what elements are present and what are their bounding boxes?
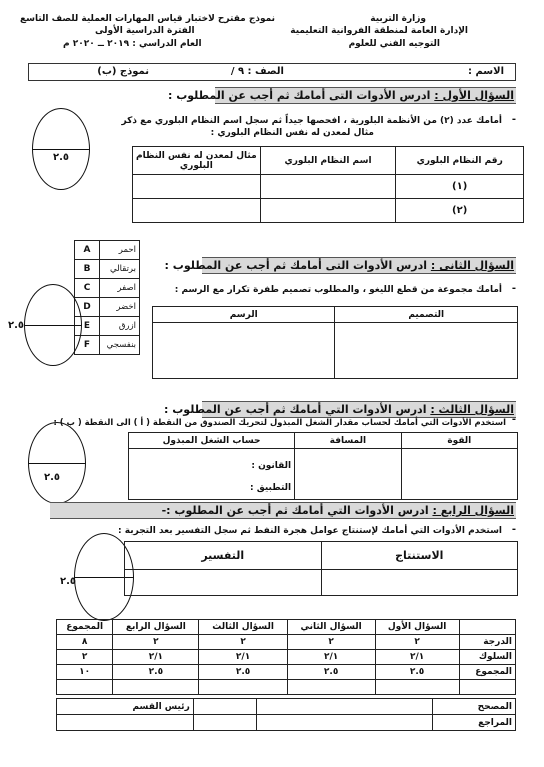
q3-instruction: ادرس الأدوات التي أمامك ثم أجب عن المطلوب :: [164, 403, 427, 416]
color-row: [75, 317, 140, 336]
scores-empty-cell[interactable]: [113, 680, 199, 695]
color-legend: [74, 240, 140, 355]
q2-drawing-cell[interactable]: [153, 323, 335, 379]
q3-table: [128, 432, 518, 500]
q4-title: السؤال الرابع :: [432, 504, 514, 517]
color-name: ازرق: [100, 317, 140, 336]
scores-cell: ١٠: [57, 665, 113, 680]
scores-row: [57, 665, 516, 680]
color-letter: F: [75, 336, 100, 355]
period: الفترة الدراسية الأولى: [95, 26, 195, 36]
q1-instruction: ادرس الأدوات التى أمامك ثم أجب عن المطلوب :: [167, 89, 431, 102]
q1-grade: ٢.٥: [52, 152, 69, 163]
corrector-sign[interactable]: [193, 699, 256, 715]
q4-table: [124, 541, 518, 596]
q4-explanation-cell[interactable]: [125, 570, 322, 596]
scores-header: السؤال الرابع: [113, 620, 199, 635]
q4-instruction: ادرس الأدوات التي أمامك ثم أجب عن المطلوب :-: [161, 504, 429, 517]
q1-col-name: اسم النظام البلوري: [260, 147, 396, 175]
q2-instruction: ادرس الأدوات التى أمامك ثم أجب عن المطلوب :: [164, 259, 427, 272]
q3-text: استخدم الأدوات التي أمامك لحساب مقدار الشغل المبذول لتحريك الصندوق من النقطة ( أ ) الى النقطة ( ب ) :: [53, 417, 506, 427]
q3-force-cell[interactable]: [401, 449, 517, 500]
reviewer-sign[interactable]: [193, 715, 256, 731]
scores-cell: ٢.٥: [375, 665, 459, 680]
color-name: بنفسجي: [100, 336, 140, 355]
scores-cell: ٢: [287, 635, 375, 650]
scores-cell: ٢/١: [199, 650, 287, 665]
q4-grade: ٢.٥: [60, 576, 77, 587]
scores-row-label: الدرجة: [459, 635, 515, 650]
scores-table: [56, 619, 516, 695]
color-letter: B: [75, 260, 100, 279]
scores-cell: ٢: [199, 635, 287, 650]
q1-col-example: مثال لمعدن له نفس النظام البلوري: [133, 147, 261, 175]
color-row: [75, 336, 140, 355]
q1-text-line2: مثال لمعدن له نفس النظام البلوري :: [210, 128, 374, 138]
scores-empty-cell[interactable]: [57, 680, 113, 695]
bullet: -: [511, 283, 516, 294]
color-letter: E: [75, 317, 100, 336]
scores-cell: ٢: [375, 635, 459, 650]
q1-grade-oval: [32, 108, 90, 190]
q3-apply: التطبيق :: [250, 483, 292, 493]
scores-row: [57, 635, 516, 650]
q2-header: [164, 257, 516, 274]
scores-empty-cell[interactable]: [459, 680, 515, 695]
corrector-cell[interactable]: [256, 699, 433, 715]
scores-empty-cell[interactable]: [199, 680, 287, 695]
guidance: التوجيه الفني للعلوم: [348, 39, 440, 49]
q2-grade: ٢.٥: [8, 320, 25, 331]
q1-row1-example[interactable]: [133, 175, 261, 199]
head-sign[interactable]: [57, 715, 194, 731]
q4-header: [50, 502, 516, 519]
q1-row2-name[interactable]: [260, 199, 396, 223]
scores-header-row: [57, 620, 516, 635]
color-name: اصفر: [100, 279, 140, 298]
q3-distance-cell[interactable]: [295, 449, 402, 500]
scores-row-label: السلوك: [459, 650, 515, 665]
proposal-title: نموذج مقترح لاختبار قياس المهارات العملية للصف التاسع: [20, 14, 276, 24]
color-row: [75, 279, 140, 298]
scores-header: السؤال الثالث: [199, 620, 287, 635]
q3-work-cell[interactable]: [129, 449, 295, 500]
class-label: الصف : ٩ /: [230, 66, 284, 77]
q1-title: السؤال الأول :: [434, 89, 514, 102]
color-letter: C: [75, 279, 100, 298]
q3-header: [164, 401, 516, 418]
scores-empty-row: [57, 680, 516, 695]
color-name: برتقالي: [100, 260, 140, 279]
color-row: [75, 260, 140, 279]
q4-text: استخدم الأدوات التي أمامك لإستنتاج عوامل هجرة النفط ثم سجل التفسير بعد التجربة :: [118, 526, 502, 536]
q2-col-design: التصميم: [335, 307, 518, 323]
model-label: نموذج (ب): [97, 66, 149, 77]
q4-col-explanation: التفسير: [125, 542, 322, 570]
color-name: احمر: [100, 241, 140, 260]
q1-row2-example[interactable]: [133, 199, 261, 223]
q3-col-distance: المسافة: [295, 433, 402, 449]
corrector-label: المصحح: [433, 699, 516, 715]
q1-row1-number: (١): [396, 175, 524, 199]
bullet: -: [511, 524, 516, 535]
q1-text-line1: أمامك عدد (٢) من الأنظمة البلورية ، افحصها جيداً ثم سجل اسم النظام البلوري مع ذكر: [121, 116, 502, 126]
q3-grade-oval: [28, 422, 86, 504]
scores-header: [459, 620, 515, 635]
ministry: وزارة التربية: [370, 14, 426, 24]
scores-header: السؤال الأول: [375, 620, 459, 635]
scores-cell: ٢.٥: [287, 665, 375, 680]
q4-col-conclusion: الاستنتاج: [321, 542, 518, 570]
scores-cell: ٢: [57, 650, 113, 665]
scores-cell: ٨: [57, 635, 113, 650]
q2-design-cell[interactable]: [335, 323, 518, 379]
bullet: -: [511, 414, 516, 425]
scores-cell: ٢.٥: [113, 665, 199, 680]
signature-table: [56, 698, 516, 731]
scores-row-label: المجموع: [459, 665, 515, 680]
scores-cell: ٢/١: [287, 650, 375, 665]
reviewer-label: المراجع: [433, 715, 516, 731]
color-row: [75, 241, 140, 260]
q3-grade: ٢.٥: [44, 472, 61, 483]
q2-col-drawing: الرسم: [153, 307, 335, 323]
scores-row: [57, 650, 516, 665]
reviewer-cell[interactable]: [256, 715, 433, 731]
scores-header: المجموع: [57, 620, 113, 635]
name-label: الاسم :: [467, 66, 504, 77]
q3-col-work: حساب الشغل المبذول: [129, 433, 295, 449]
q4-conclusion-cell[interactable]: [321, 570, 518, 596]
scores-empty-cell[interactable]: [375, 680, 459, 695]
q2-table: [152, 306, 518, 379]
q2-title: السؤال الثانى :: [430, 259, 514, 272]
color-name: اخضر: [100, 298, 140, 317]
q1-header: [167, 87, 516, 104]
color-row: [75, 298, 140, 317]
bullet: -: [511, 114, 516, 125]
q3-law: القانون :: [251, 461, 292, 471]
scores-header: السؤال الثاني: [287, 620, 375, 635]
q3-col-force: القوة: [401, 433, 517, 449]
color-letter: D: [75, 298, 100, 317]
directorate: الإدارة العامة لمنطقة الفروانية التعليمية: [290, 26, 468, 36]
q1-table: [132, 146, 524, 223]
q1-row2-number: (٢): [396, 199, 524, 223]
color-letter: A: [75, 241, 100, 260]
q2-grade-oval: [24, 284, 82, 366]
q1-row1-name[interactable]: [260, 175, 396, 199]
head-label: رئيس القسم: [57, 699, 194, 715]
scores-empty-cell[interactable]: [287, 680, 375, 695]
q2-text: أمامك مجموعة من قطع الليغو ، والمطلوب تصميم طفرة تكرار مع الرسم :: [174, 285, 502, 295]
scores-cell: ٢/١: [375, 650, 459, 665]
scores-cell: ٢: [113, 635, 199, 650]
q1-col-number: رقم النظام البلوري: [396, 147, 524, 175]
scores-cell: ٢.٥: [199, 665, 287, 680]
school-year: العام الدراسي : ٢٠١٩ ــ ٢٠٢٠ م: [63, 39, 202, 49]
scores-cell: ٢/١: [113, 650, 199, 665]
q3-title: السؤال الثالث :: [430, 403, 514, 416]
